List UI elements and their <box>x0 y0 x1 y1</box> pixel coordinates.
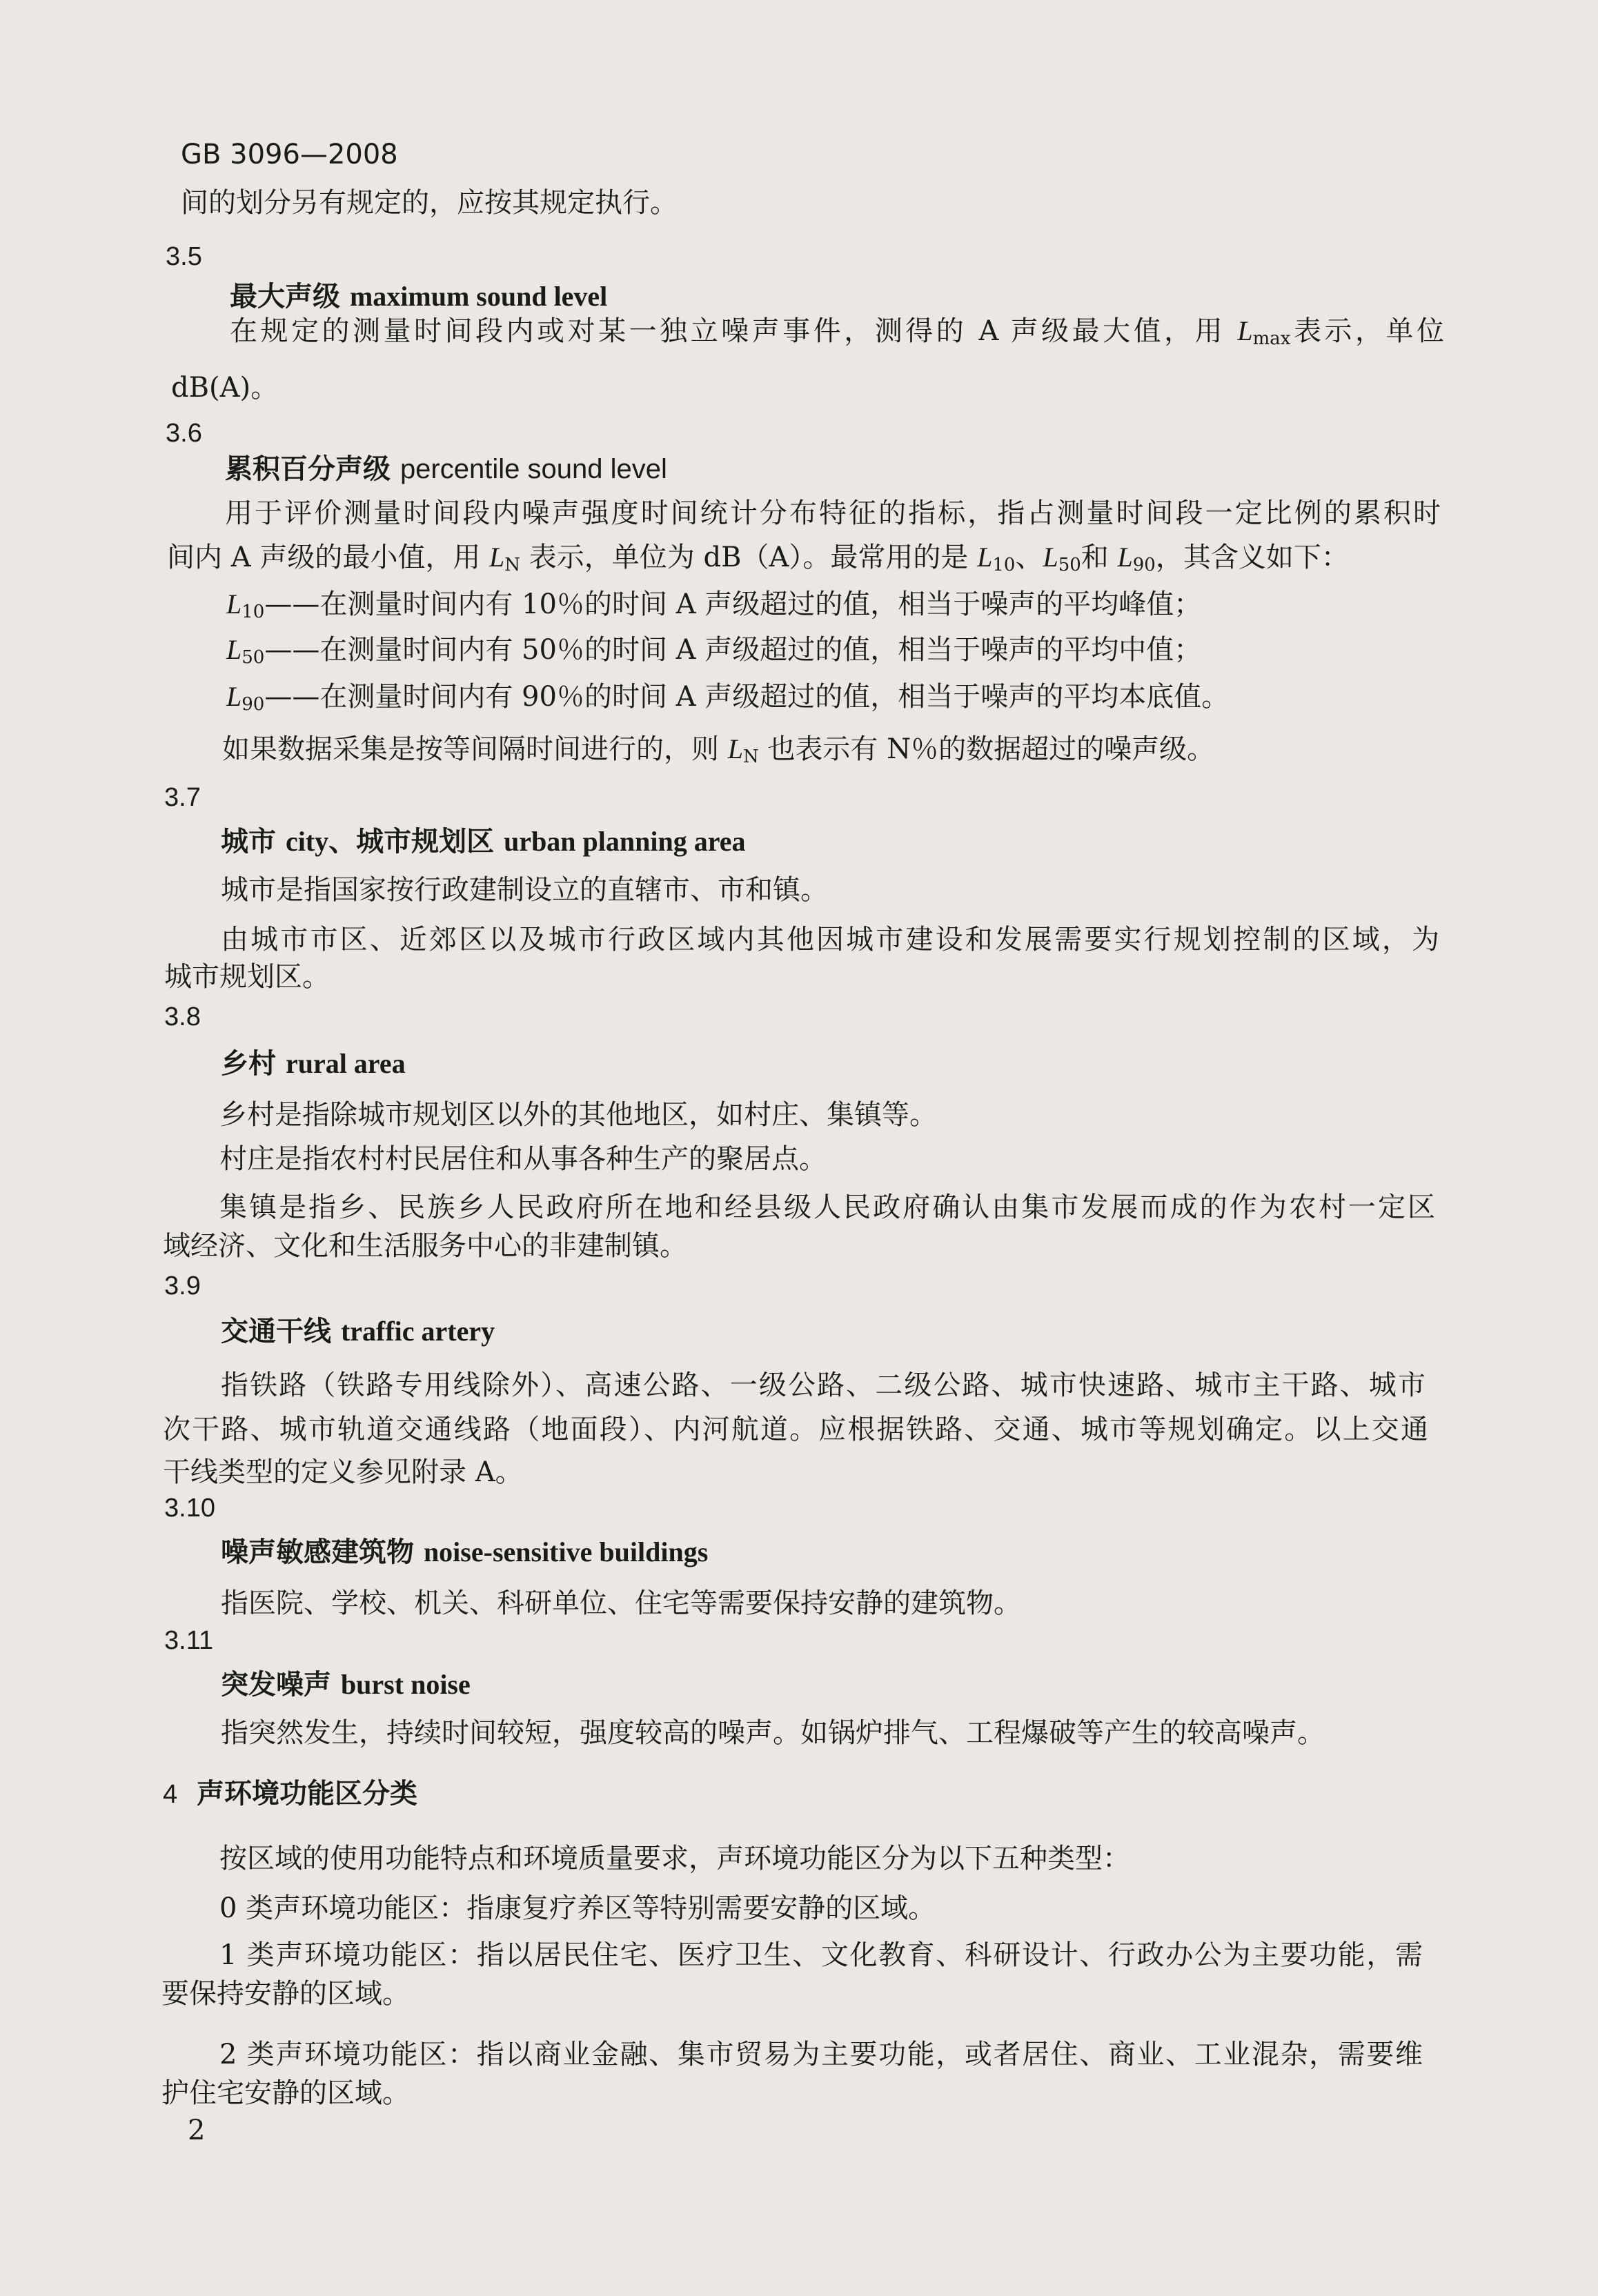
section-3-10-number: 3.10 <box>164 1494 215 1523</box>
section-4-title: 声环境功能区分类 <box>197 1777 417 1810</box>
section-3-8-para-line: 村庄是指农村村民居住和从事各种生产的聚居点。 <box>219 1143 827 1175</box>
section-3-6-heading <box>225 450 667 488</box>
symbol-sub: 90 <box>1132 555 1156 575</box>
para-text: ——在测量时间内有 10％的时间 A 声级超过的值，相当于噪声的平均峰值； <box>264 588 1202 620</box>
term-zh: 城市 <box>221 825 276 858</box>
section-3-7-number: 3.7 <box>164 783 201 812</box>
page-number: 2 <box>188 2115 206 2146</box>
section-3-6-para-line: 用于评价测量时间段内噪声强度时间统计分布特征的指标，指占测量时间段一定比例的累积时 <box>225 497 1441 529</box>
symbol-L: L <box>489 542 505 573</box>
section-3-5-heading <box>230 277 607 316</box>
section-4-para-line: 要保持安静的区域。 <box>161 1978 410 2010</box>
section-3-11-para-line: 指突然发生，持续时间较短，强度较高的噪声。如锅炉排气、工程爆破等产生的较高噪声。 <box>221 1717 1325 1749</box>
term-zh: 、城市规划区 <box>328 825 495 858</box>
symbol-sub: 10 <box>992 555 1016 575</box>
section-3-6-l50-line <box>226 631 1201 669</box>
section-3-6-number: 3.6 <box>166 419 202 448</box>
term-zh: 交通干线 <box>221 1315 331 1347</box>
symbol-sub: max <box>1252 328 1291 349</box>
section-3-10-heading <box>221 1533 708 1572</box>
term-zh: 累积百分声级 <box>225 453 391 485</box>
symbol-sub: 10 <box>241 602 265 622</box>
section-3-8-para-line: 集镇是指乡、民族乡人民政府所在地和经县级人民政府确认由集市发展而成的作为农村一定区 <box>219 1191 1435 1223</box>
section-4-heading <box>163 1774 417 1814</box>
section-3-6-l10-line <box>226 585 1201 624</box>
section-3-7-para-line: 由城市市区、近郊区以及城市行政区域内其他因城市建设和发展需要实行规划控制的区域，为 <box>221 924 1439 956</box>
para-text: 也表示有 N％的数据超过的噪声级。 <box>767 733 1215 765</box>
section-3-5-para-line <box>230 312 1444 350</box>
para-text: ——在测量时间内有 50％的时间 A 声级超过的值，相当于噪声的平均中值； <box>264 634 1202 666</box>
section-3-11-number: 3.11 <box>164 1626 214 1655</box>
section-3-5-para-line: dB(A)。 <box>171 372 279 404</box>
para-text: 间内 A 声级的最小值，用 <box>167 542 481 573</box>
section-3-7-para-line: 城市是指国家按行政建制设立的直辖市、市和镇。 <box>221 874 828 906</box>
para-text: 、 <box>1015 542 1043 573</box>
section-3-9-para-line: 次干路、城市轨道交通线路（地面段）、内河航道。应根据铁路、交通、城市等规划确定。以上交通 <box>163 1414 1428 1445</box>
term-en: noise-sensitive buildings <box>423 1536 709 1567</box>
section-3-11-heading <box>221 1665 471 1704</box>
term-en: traffic artery <box>340 1316 495 1347</box>
section-3-9-para-line: 干线类型的定义参见附录 A。 <box>163 1456 523 1488</box>
section-3-5-number: 3.5 <box>166 242 202 271</box>
section-4-para-line: 0 类声环境功能区：指康复疗养区等特别需要安静的区域。 <box>219 1892 936 1924</box>
section-3-7-heading <box>221 822 746 861</box>
term-zh: 噪声敏感建筑物 <box>221 1536 414 1568</box>
symbol-L: L <box>727 733 743 764</box>
section-3-9-para-line: 指铁路（铁路专用线除外）、高速公路、一级公路、二级公路、城市快速路、城市主干路、城市 <box>221 1369 1426 1401</box>
term-zh: 最大声级 <box>230 280 340 313</box>
standard-code: GB 3096—2008 <box>181 139 398 170</box>
section-3-6-para-line <box>222 730 1214 769</box>
symbol-L: L <box>1117 542 1133 573</box>
para-text: ——在测量时间内有 90％的时间 A 声级超过的值，相当于噪声的平均本底值。 <box>264 681 1230 713</box>
term-en: percentile sound level <box>400 454 667 484</box>
para-text: 表示，单位 <box>1290 315 1445 347</box>
section-3-7-para-line: 城市规划区。 <box>164 961 330 993</box>
section-4-para-line: 按区域的使用功能特点和环境质量要求，声环境功能区分为以下五种类型： <box>219 1843 1130 1874</box>
symbol-L: L <box>977 542 993 573</box>
term-zh: 乡村 <box>221 1047 276 1080</box>
symbol-L: L <box>226 588 242 620</box>
section-3-8-para-line: 域经济、文化和生活服务中心的非建制镇。 <box>163 1230 687 1262</box>
symbol-L: L <box>226 681 242 712</box>
section-3-9-number: 3.9 <box>164 1271 201 1300</box>
section-4-number: 4 <box>163 1780 178 1809</box>
para-text: 和 <box>1081 542 1109 573</box>
term-en: city <box>285 826 329 857</box>
symbol-L: L <box>1237 315 1253 346</box>
symbol-sub: 90 <box>241 694 265 715</box>
term-zh: 突发噪声 <box>221 1668 331 1701</box>
symbol-L: L <box>1043 542 1058 573</box>
continued-line: 间的划分另有规定的，应按其规定执行。 <box>181 187 678 219</box>
section-4-para-line: 1 类声环境功能区：指以居民住宅、医疗卫生、文化教育、科研设计、行政办公为主要功能，需 <box>219 1939 1423 1971</box>
term-en: maximum sound level <box>349 281 608 312</box>
term-en: rural area <box>285 1048 406 1079</box>
para-text: 在规定的测量时间段内或对某一独立噪声事件，测得的 A 声级最大值，用 <box>230 315 1226 347</box>
section-4-para-line: 护住宅安静的区域。 <box>161 2077 410 2109</box>
symbol-sub: 50 <box>1058 555 1081 575</box>
para-text: 表示，单位为 dB（A）。最常用的是 <box>529 542 969 573</box>
symbol-sub: N <box>504 555 521 575</box>
term-en: burst noise <box>340 1669 471 1700</box>
section-3-8-heading <box>221 1045 406 1083</box>
para-text: 如果数据采集是按等间隔时间进行的，则 <box>222 733 719 765</box>
symbol-sub: N <box>742 746 759 767</box>
section-3-6-l90-line <box>226 677 1229 716</box>
section-3-8-number: 3.8 <box>164 1002 201 1031</box>
symbol-sub: 50 <box>241 647 265 668</box>
section-4-para-line: 2 类声环境功能区：指以商业金融、集市贸易为主要功能，或者居住、商业、工业混杂，需要维 <box>219 2039 1423 2070</box>
section-3-9-heading <box>221 1312 495 1351</box>
section-3-6-para-line <box>167 538 1349 577</box>
symbol-L: L <box>226 634 242 665</box>
para-text: ，其含义如下： <box>1155 542 1349 573</box>
term-en: urban planning area <box>504 826 746 857</box>
section-3-10-para-line: 指医院、学校、机关、科研单位、住宅等需要保持安静的建筑物。 <box>221 1587 1021 1619</box>
section-3-8-para-line: 乡村是指除城市规划区以外的其他地区，如村庄、集镇等。 <box>219 1099 937 1131</box>
